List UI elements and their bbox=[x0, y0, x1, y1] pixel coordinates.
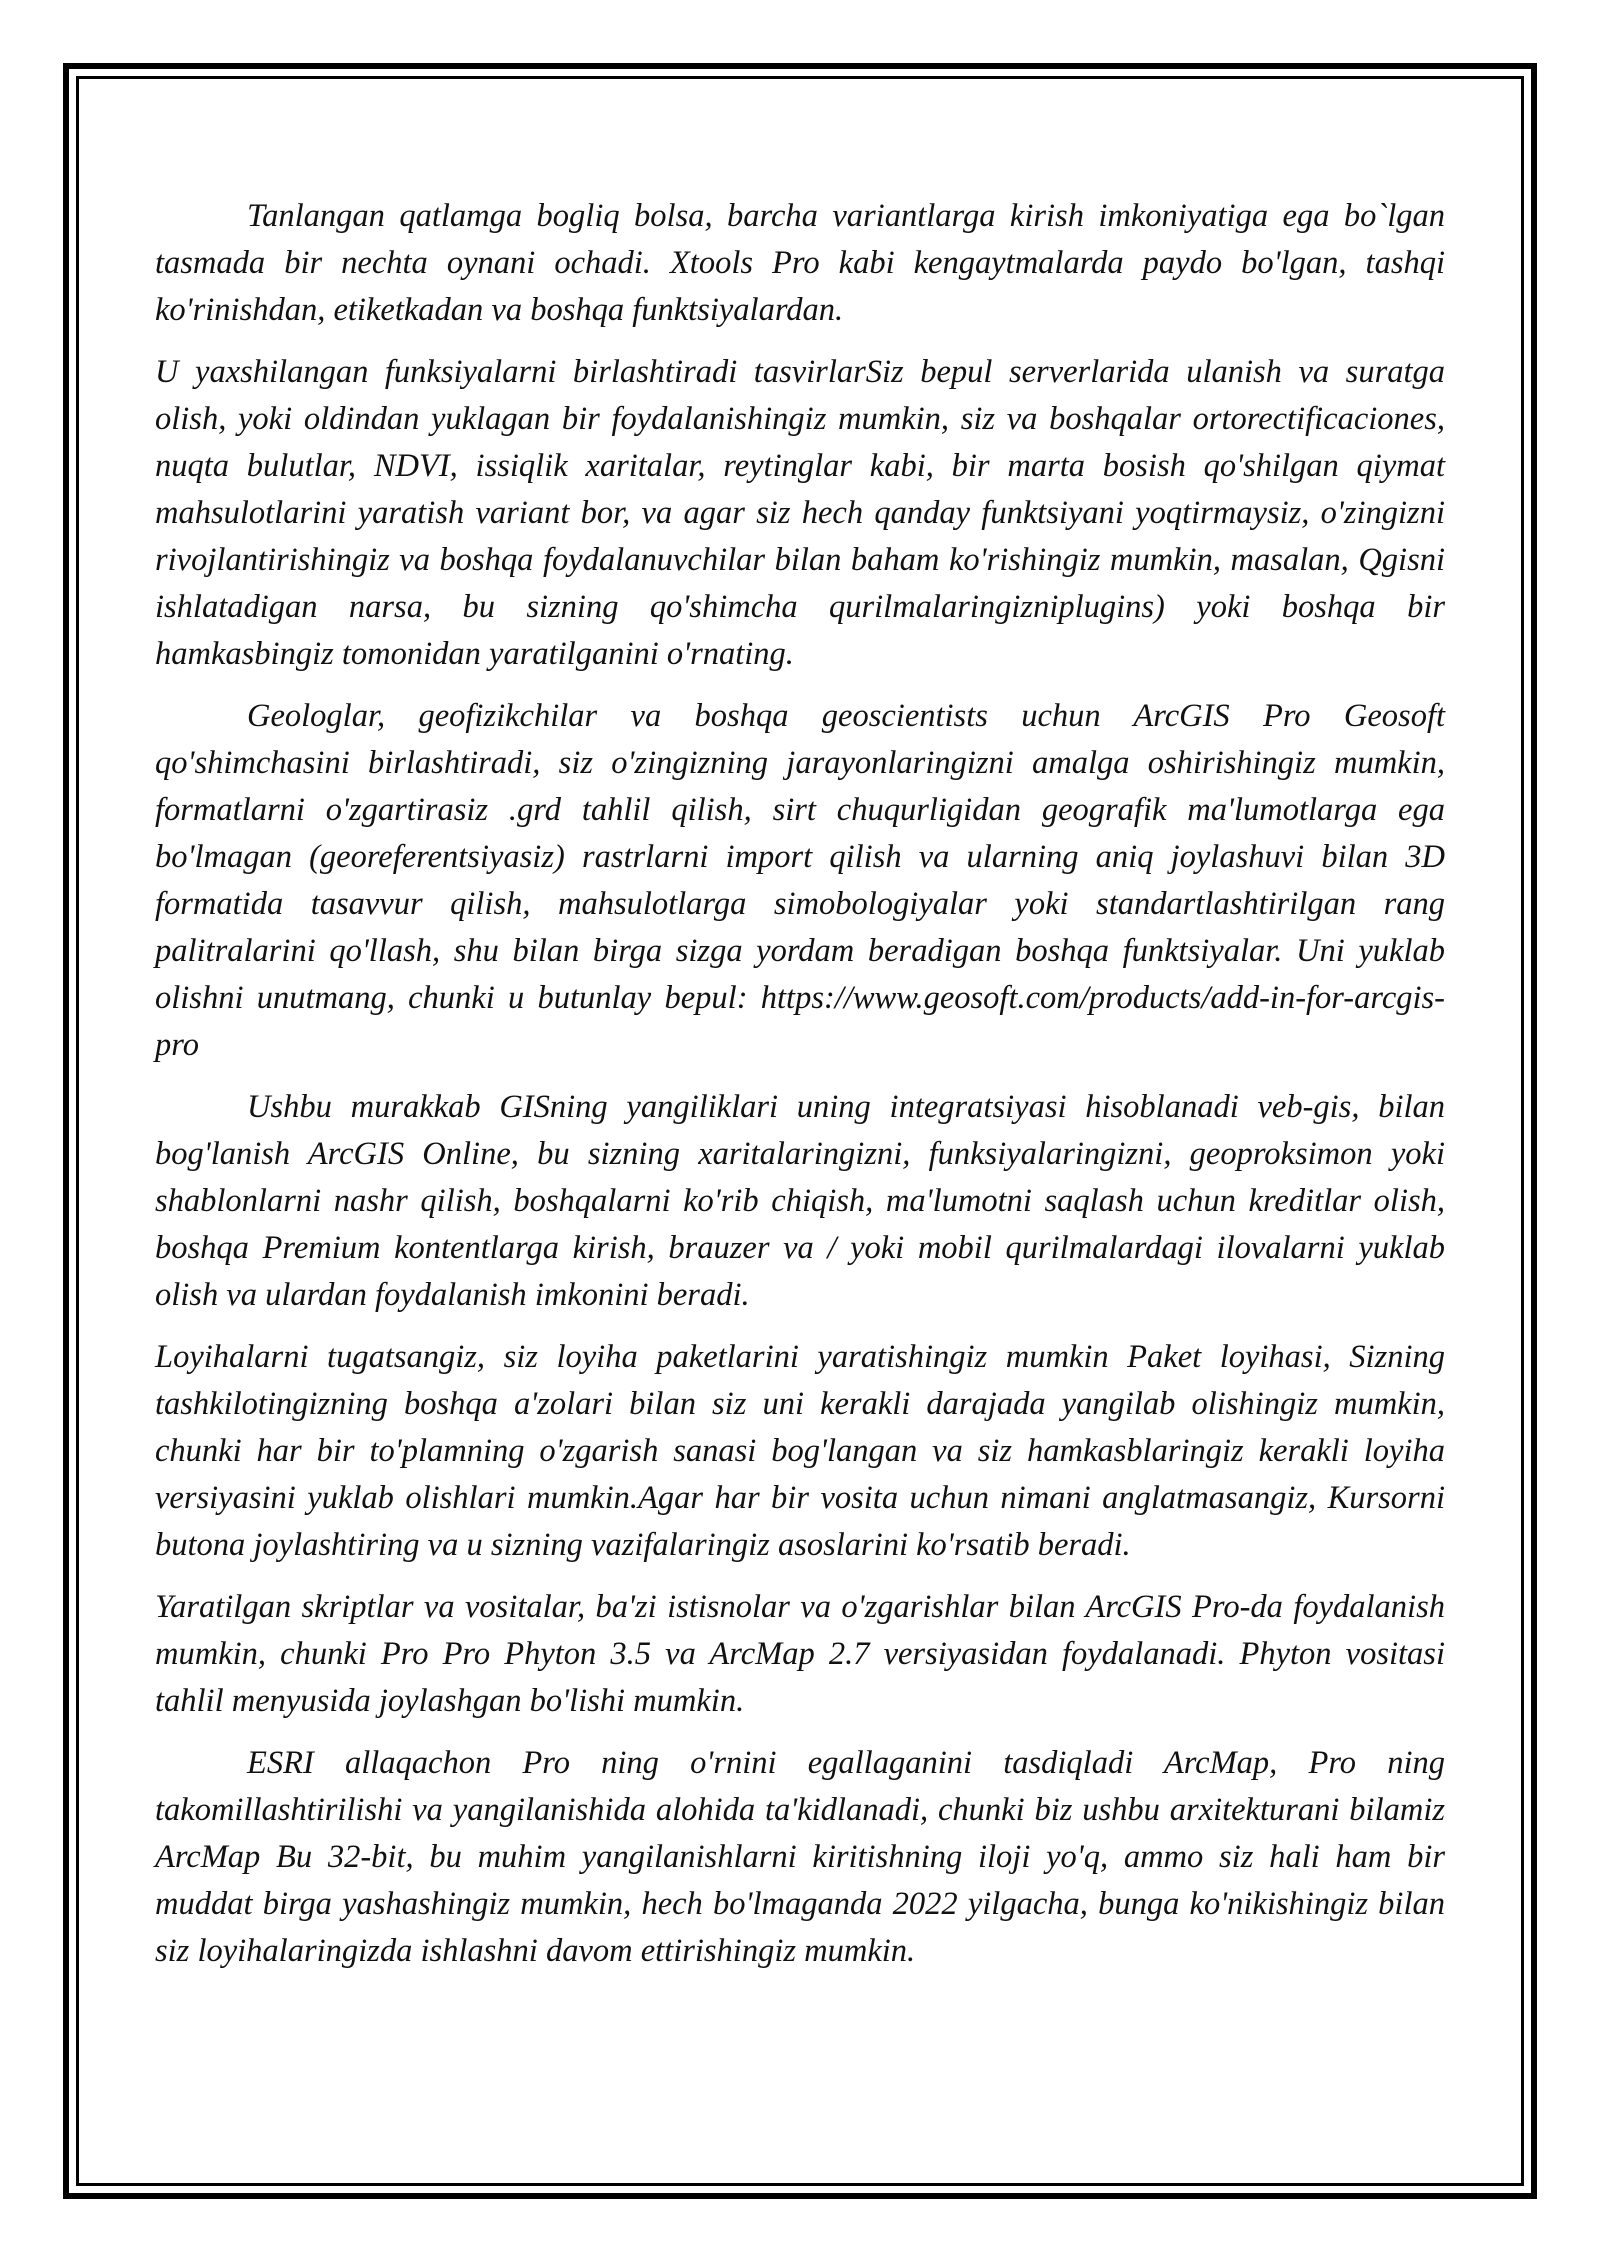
paragraph-2: U yaxshilangan funksiyalarni birlashtiradi tasvirlarSiz bepul serverlarida ulanish va suratga olish, yoki oldindan yuklagan bir foydalanishingiz mumkin, siz va boshqalar ortorectificaciones, nuqta bulutlar, NDVI, issiqlik xaritalar, reytinglar kabi, bir marta bosish qo'shilgan qiymat mahsulotlarini yaratish variant bor, va agar siz hech qanday funktsiyani yoqtirmaysiz, o'zingizni rivojlantirishingiz va boshqa foydalanuvchilar bilan baham ko'rishingiz mumkin, masalan, Qgisni ishlatadigan narsa, bu sizning qo'shimcha qurilmalaringizniplugins) yoki boshqa bir hamkasbingiz tomonidan yaratilganini o'rnating. bbox=[155, 354, 1445, 672]
paragraph-3: Geologlar, geofizikchilar va boshqa geoscientists uchun ArcGIS Pro Geosoft qo'shimchasini birlashtiradi, siz o'zingizning jarayonlaringizni amalga oshirishingiz mumkin, formatlarni o'zgartirasiz .grd tahlil qilish, sirt chuqurligidan geografik ma'lumotlarga ega bo'lmagan (georeferentsiyasiz) rastrlarni import qilish va ularning aniq joylashuvi bilan 3D formatida tasavvur qilish, mahsulotlarga simobologiyalar yoki standartlashtirilgan rang palitralarini qo'llash, shu bilan birga sizga yordam beradigan boshqa funktsiyalar. Uni yuklab olishni unutmang, chunki u butunlay bepul: https://www.geosoft.com/products/add-in-for-arcgis-pro bbox=[155, 698, 1445, 1063]
document-body bbox=[155, 193, 1445, 1990]
paragraph-4: Ushbu murakkab GISning yangiliklari uning integratsiyasi hisoblanadi veb-gis, bilan bog'lanish ArcGIS Online, bu sizning xaritalaringizni, funksiyalaringizni, geoproksimon yoki shablonlarni nashr qilish, boshqalarni ko'rib chiqish, ma'lumotni saqlash uchun kreditlar olish, boshqa Premium kontentlarga kirish, brauzer va / yoki mobil qurilmalardagi ilovalarni yuklab olish va ulardan foydalanish imkonini beradi. bbox=[155, 1089, 1445, 1313]
paragraph-5: Loyihalarni tugatsangiz, siz loyiha paketlarini yaratishingiz mumkin Paket loyihasi, Sizning tashkilotingizning boshqa a'zolari bilan siz uni kerakli darajada yangilab olishingiz mumkin, chunki har bir to'plamning o'zgarish sanasi bog'langan va siz hamkasblaringiz kerakli loyiha versiyasini yuklab olishlari mumkin.Agar har bir vosita uchun nimani anglatmasangiz, Kursorni butona joylashtiring va u sizning vazifalaringiz asoslarini ko'rsatib beradi. bbox=[155, 1339, 1445, 1563]
paragraph-6: Yaratilgan skriptlar va vositalar, ba'zi istisnolar va o'zgarishlar bilan ArcGIS Pro-da foydalanish mumkin, chunki Pro Pro Phyton 3.5 va ArcMap 2.7 versiyasidan foydalanadi. Phyton vositasi tahlil menyusida joylashgan bo'lishi mumkin. bbox=[155, 1589, 1445, 1719]
paragraph-7: ESRI allaqachon Pro ning o'rnini egallaganini tasdiqladi ArcMap, Pro ning takomillashtirilishi va yangilanishida alohida ta'kidlanadi, chunki biz ushbu arxitekturani bilamiz ArcMap Bu 32-bit, bu muhim yangilanishlarni kiritishning iloji yo'q, ammo siz hali ham bir muddat birga yashashingiz mumkin, hech bo'lmaganda 2022 yilgacha, bunga ko'nikishingiz bilan siz loyihalaringizda ishlashni davom ettirishingiz mumkin. bbox=[155, 1745, 1445, 1969]
paragraph-1: Tanlangan qatlamga bogliq bolsa, barcha variantlarga kirish imkoniyatiga ega bo`lgan tasmada bir nechta oynani ochadi. Xtools Pro kabi kengaytmalarda paydo bo'lgan, tashqi ko'rinishdan, etiketkadan va boshqa funktsiyalardan. bbox=[155, 198, 1445, 328]
